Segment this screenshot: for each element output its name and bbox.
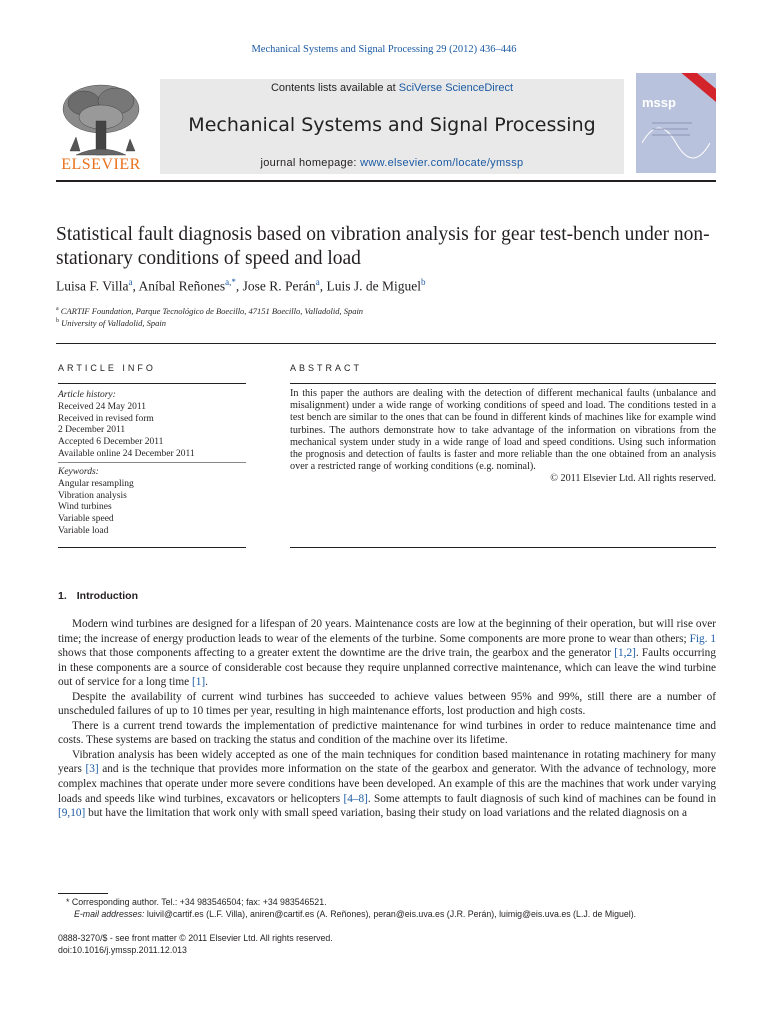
affiliation-marker: a <box>56 306 59 313</box>
contents-prefix: Contents lists available at <box>270 82 399 94</box>
history-item: Available online 24 December 2011 <box>58 448 195 459</box>
author-affiliation-marker[interactable]: b <box>421 277 426 287</box>
author-list: Luisa F. Villa$^a$, Aníbal Reñones$^{a,*}$, Jose R. Perán$^a$, Luis J. de Miguel$^b$ <box>56 277 426 294</box>
text-run: but have the limitation that work only with small speed variation, basing their study on load variations and the related diagnosis on a <box>85 807 688 820</box>
homepage-prefix: journal homepage: <box>260 157 361 169</box>
article-info-bottom-rule <box>58 547 246 548</box>
citation-link[interactable]: [3] <box>85 763 99 776</box>
author-name: Luisa F. Villa <box>56 278 129 294</box>
article-history <box>58 390 246 461</box>
abstract-rule <box>290 383 716 384</box>
front-matter: 0888-3270/$ - see front matter © 2011 Elsevier Ltd. All rights reserved. <box>58 933 333 943</box>
journal-citation[interactable]: Mechanical Systems and Signal Processing 29 (2012) 436–446 <box>251 44 517 55</box>
history-item: Received 24 May 2011 <box>58 401 147 412</box>
section-heading-introduction <box>58 590 138 602</box>
paragraph: Despite the availability of current wind turbines has succeeded to achieve values between 95% and 99%, still there are a number of unscheduled failures of up to 10 times per year, resulting in high maintenance efforts, lost production and high costs. <box>58 690 716 718</box>
doi[interactable]: doi:10.1016/j.ymssp.2011.12.013 <box>58 945 187 955</box>
journal-title: Mechanical Systems and Signal Processing <box>188 114 596 136</box>
history-item: 2 December 2011 <box>58 425 126 436</box>
keyword: Variable speed <box>58 514 114 525</box>
elsevier-tree-logo <box>56 81 146 161</box>
text-run: . Some attempts to fault diagnosis of such kind of machines can be found in <box>367 792 716 805</box>
section-number: 1. <box>58 590 67 602</box>
affiliation-marker: b <box>56 318 59 325</box>
keywords-label: Keywords: <box>58 467 99 477</box>
keyword: Variable load <box>58 525 109 536</box>
citation-link[interactable]: [9,10] <box>58 807 86 820</box>
text-run: . Faults occurring in these components are a source of considerable cost because they require unplanned corrective maintenance, which can leave the wind turbine out of service for a long time <box>58 647 716 689</box>
history-item: Received in revised form <box>58 413 154 424</box>
author-name: Aníbal Reñones <box>138 278 226 294</box>
keyword: Vibration analysis <box>58 490 127 501</box>
author-name: Luis J. de Miguel <box>326 278 421 294</box>
citation-link[interactable]: [1] <box>191 676 206 689</box>
abstract-copyright: © 2011 Elsevier Ltd. All rights reserved. <box>550 473 716 485</box>
sciencedirect-link[interactable]: SciVerse ScienceDirect <box>398 82 514 94</box>
homepage-link[interactable]: www.elsevier.com/locate/ymssp <box>360 157 524 169</box>
history-label: Article history: <box>58 390 116 400</box>
author-affiliation-marker[interactable]: a,* <box>225 277 236 287</box>
homepage-line <box>160 157 624 169</box>
paragraph <box>58 617 716 690</box>
abstract-heading: ABSTRACT <box>290 363 363 373</box>
cover-wave-graphic <box>642 113 710 163</box>
citation-link[interactable]: [1,2] <box>614 647 636 660</box>
abstract-bottom-rule <box>290 547 716 548</box>
section-rule <box>56 343 716 344</box>
cover-ribbon <box>674 73 716 105</box>
figure-link[interactable]: Fig. 1 <box>689 632 716 645</box>
affiliation-text: University of Valladolid, Spain <box>61 318 166 328</box>
paragraph <box>58 748 716 821</box>
text-run: . <box>205 676 208 689</box>
section-title: Introduction <box>76 590 139 602</box>
journal-cover-thumbnail[interactable] <box>636 73 716 173</box>
email-addresses[interactable]: luivil@cartif.es (L.F. Villa), aniren@cartif.es (A. Reñones), peran@eis.uva.es (J.R. Perán), luimig@eis.uva.es (L.J. de Miguel). <box>146 909 637 919</box>
author-name: Jose R. Perán <box>242 278 316 294</box>
paragraph: There is a current trend towards the implementation of predictive maintenance for wind turbines in order to reduce maintenance time and costs. These systems are based on tracking the status and condition of the machine over its lifetime. <box>58 719 716 747</box>
article-info-rule <box>58 383 246 384</box>
cover-title: mssp <box>642 95 676 110</box>
header-rule <box>56 180 716 182</box>
abstract <box>290 388 716 486</box>
footnote-rule <box>58 893 108 894</box>
affiliation <box>56 318 166 328</box>
affiliation-text: CARTIF Foundation, Parque Tecnológico de Boecillo, 47151 Boecillo, Valladolid, Spain <box>60 306 364 316</box>
keyword: Wind turbines <box>58 502 112 513</box>
email-label: E-mail addresses: <box>74 909 145 919</box>
introduction-body <box>58 617 716 821</box>
contents-line <box>160 82 624 94</box>
keywords <box>58 467 246 538</box>
affiliation <box>56 306 363 316</box>
author-affiliation-marker[interactable]: a <box>315 277 320 287</box>
publisher-name: ELSEVIER <box>61 156 141 173</box>
history-item: Accepted 6 December 2011 <box>58 437 164 448</box>
info-divider <box>58 462 246 463</box>
author-affiliation-marker[interactable]: a <box>128 277 133 287</box>
citation-link[interactable]: [4–8] <box>343 792 368 805</box>
email-note <box>74 909 724 920</box>
article-info-heading: ARTICLE INFO <box>58 363 156 373</box>
corresponding-author-note: * Corresponding author. Tel.: +34 983546504; fax: +34 983546521. <box>66 897 327 907</box>
paper-title: Statistical fault diagnosis based on vibration analysis for gear test-bench under non-stationary conditions of speed and load <box>56 224 710 269</box>
keyword: Angular resampling <box>58 478 134 489</box>
text-run: shows that those components affecting to a greater extent the downtime are the drive train, the gearbox and the generator <box>58 647 615 660</box>
text-run: Vibration analysis has been widely accepted as one of the main techniques for condition based maintenance in rotating machinery for many years <box>58 748 716 776</box>
text-run: and is the technique that provides more information on the state of the gearbox and generator. With the advance of technology, more complex machines that operate under more severe conditions have been developed. An example of this are the machines that work under varying loads and speeds like wind turbines, excavators or helicopters <box>58 763 716 805</box>
text-run: Modern wind turbines are designed for a lifespan of 20 years. Maintenance costs are low at the beginning of their operation, but will rise over time; the increase of energy production leads to wear of the elements of the turbine. Some components are more prone to wear than others; <box>58 618 716 645</box>
abstract-text: In this paper the authors are dealing with the detection of different mechanical faults (unbalance and misalignment) under a wide range of working conditions of speed and load. The conditions tested in a test bench are similar to the ones that can be found in different kinds of machines like for example wind turbines. The authors demonstrate how to take advantage of the information on vibrations from the mechanical system under study in a wide range of load and speed conditions. Using such information the prognosis and detection of faults is faster and more reliable than the one obtained from an analysis over a restricted range of working conditions (e.g. nominal). <box>290 388 716 473</box>
